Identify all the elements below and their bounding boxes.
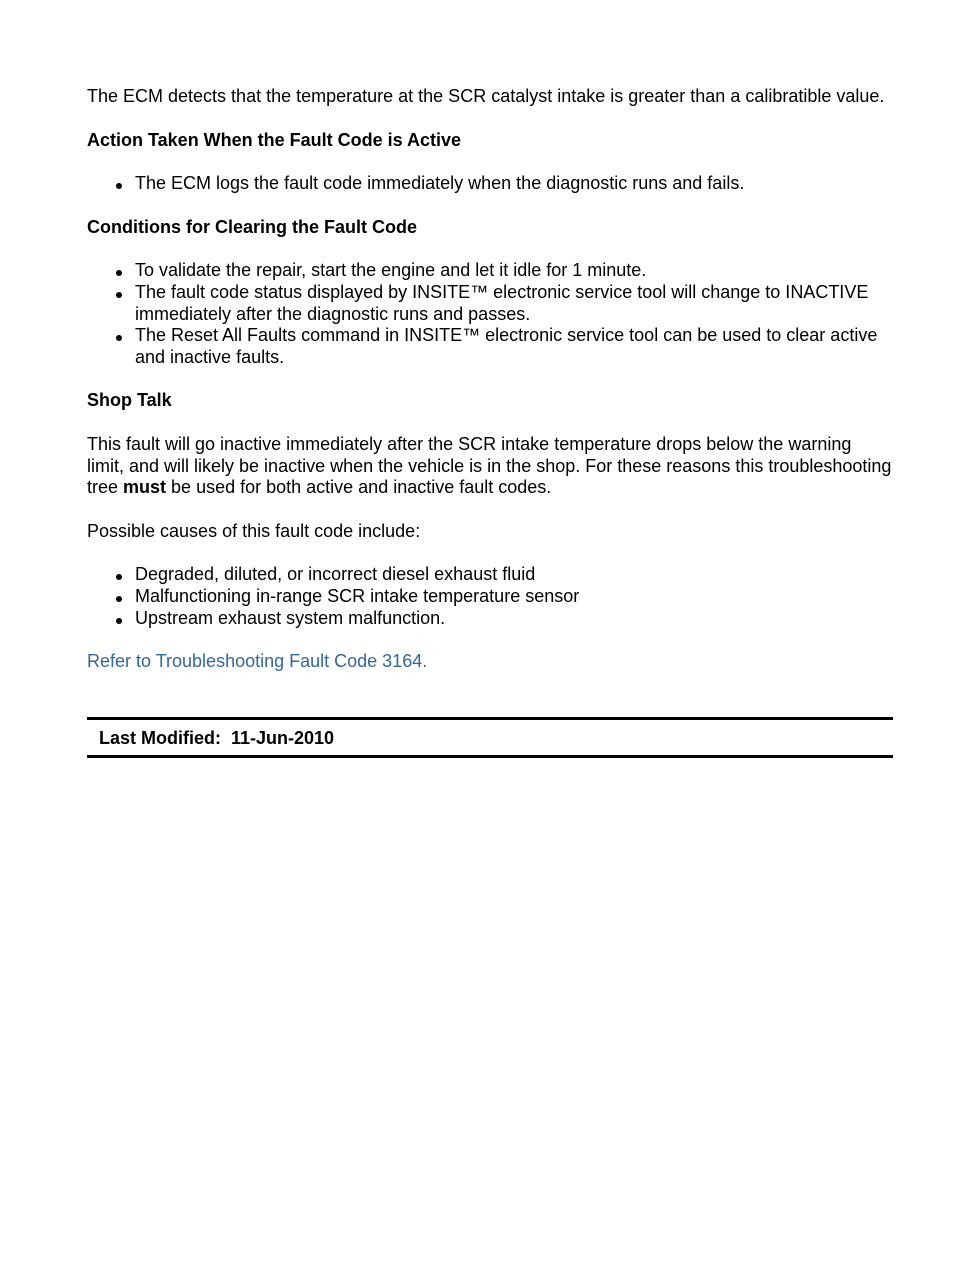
causes-list [87, 564, 893, 629]
document-body [87, 86, 893, 673]
causes-intro: Possible causes of this fault code include: [87, 520, 421, 541]
list-item: To validate the repair, start the engine and let it idle for 1 minute. [87, 260, 893, 282]
list-item: Upstream exhaust system malfunction. [87, 608, 893, 630]
shop-talk-heading: Shop Talk [87, 390, 172, 411]
bullet-icon [116, 292, 122, 298]
intro-paragraph: The ECM detects that the temperature at the SCR catalyst intake is greater than a calibratible value. [87, 86, 885, 106]
bullet-icon [116, 270, 122, 276]
emphasis-must: must [123, 477, 167, 498]
action-list [87, 173, 893, 195]
list-item: The Reset All Faults command in INSITE™ electronic service tool can be used to clear active and inactive faults. [87, 325, 893, 368]
last-modified-label: Last Modified: 11-Jun-2010 [99, 728, 335, 748]
shop-talk-paragraph: This fault will go inactive immediately after the SCR intake temperature drops below the warning limit, and will likely be inactive when the vehicle is in the shop. For these reasons this troubleshooting tree must be used for both active and inactive fault codes. [87, 433, 892, 498]
refer-fault-code-link[interactable]: Refer to Troubleshooting Fault Code 3164. [87, 651, 428, 672]
bullet-icon [116, 618, 122, 624]
list-item: The fault code status displayed by INSITE™ electronic service tool will change to INACTIVE immediately after the diagnostic runs and passes. [87, 282, 893, 325]
footer-bar [87, 717, 893, 758]
list-item: Malfunctioning in-range SCR intake temperature sensor [87, 586, 893, 608]
clearing-heading: Conditions for Clearing the Fault Code [87, 216, 417, 237]
bullet-icon [116, 183, 122, 189]
action-heading: Action Taken When the Fault Code is Active [87, 129, 462, 150]
bullet-icon [116, 574, 122, 580]
list-item: The ECM logs the fault code immediately when the diagnostic runs and fails. [87, 173, 893, 195]
list-item: Degraded, diluted, or incorrect diesel exhaust fluid [87, 564, 893, 586]
bullet-icon [116, 335, 122, 341]
clearing-list [87, 260, 893, 368]
bullet-icon [116, 596, 122, 602]
